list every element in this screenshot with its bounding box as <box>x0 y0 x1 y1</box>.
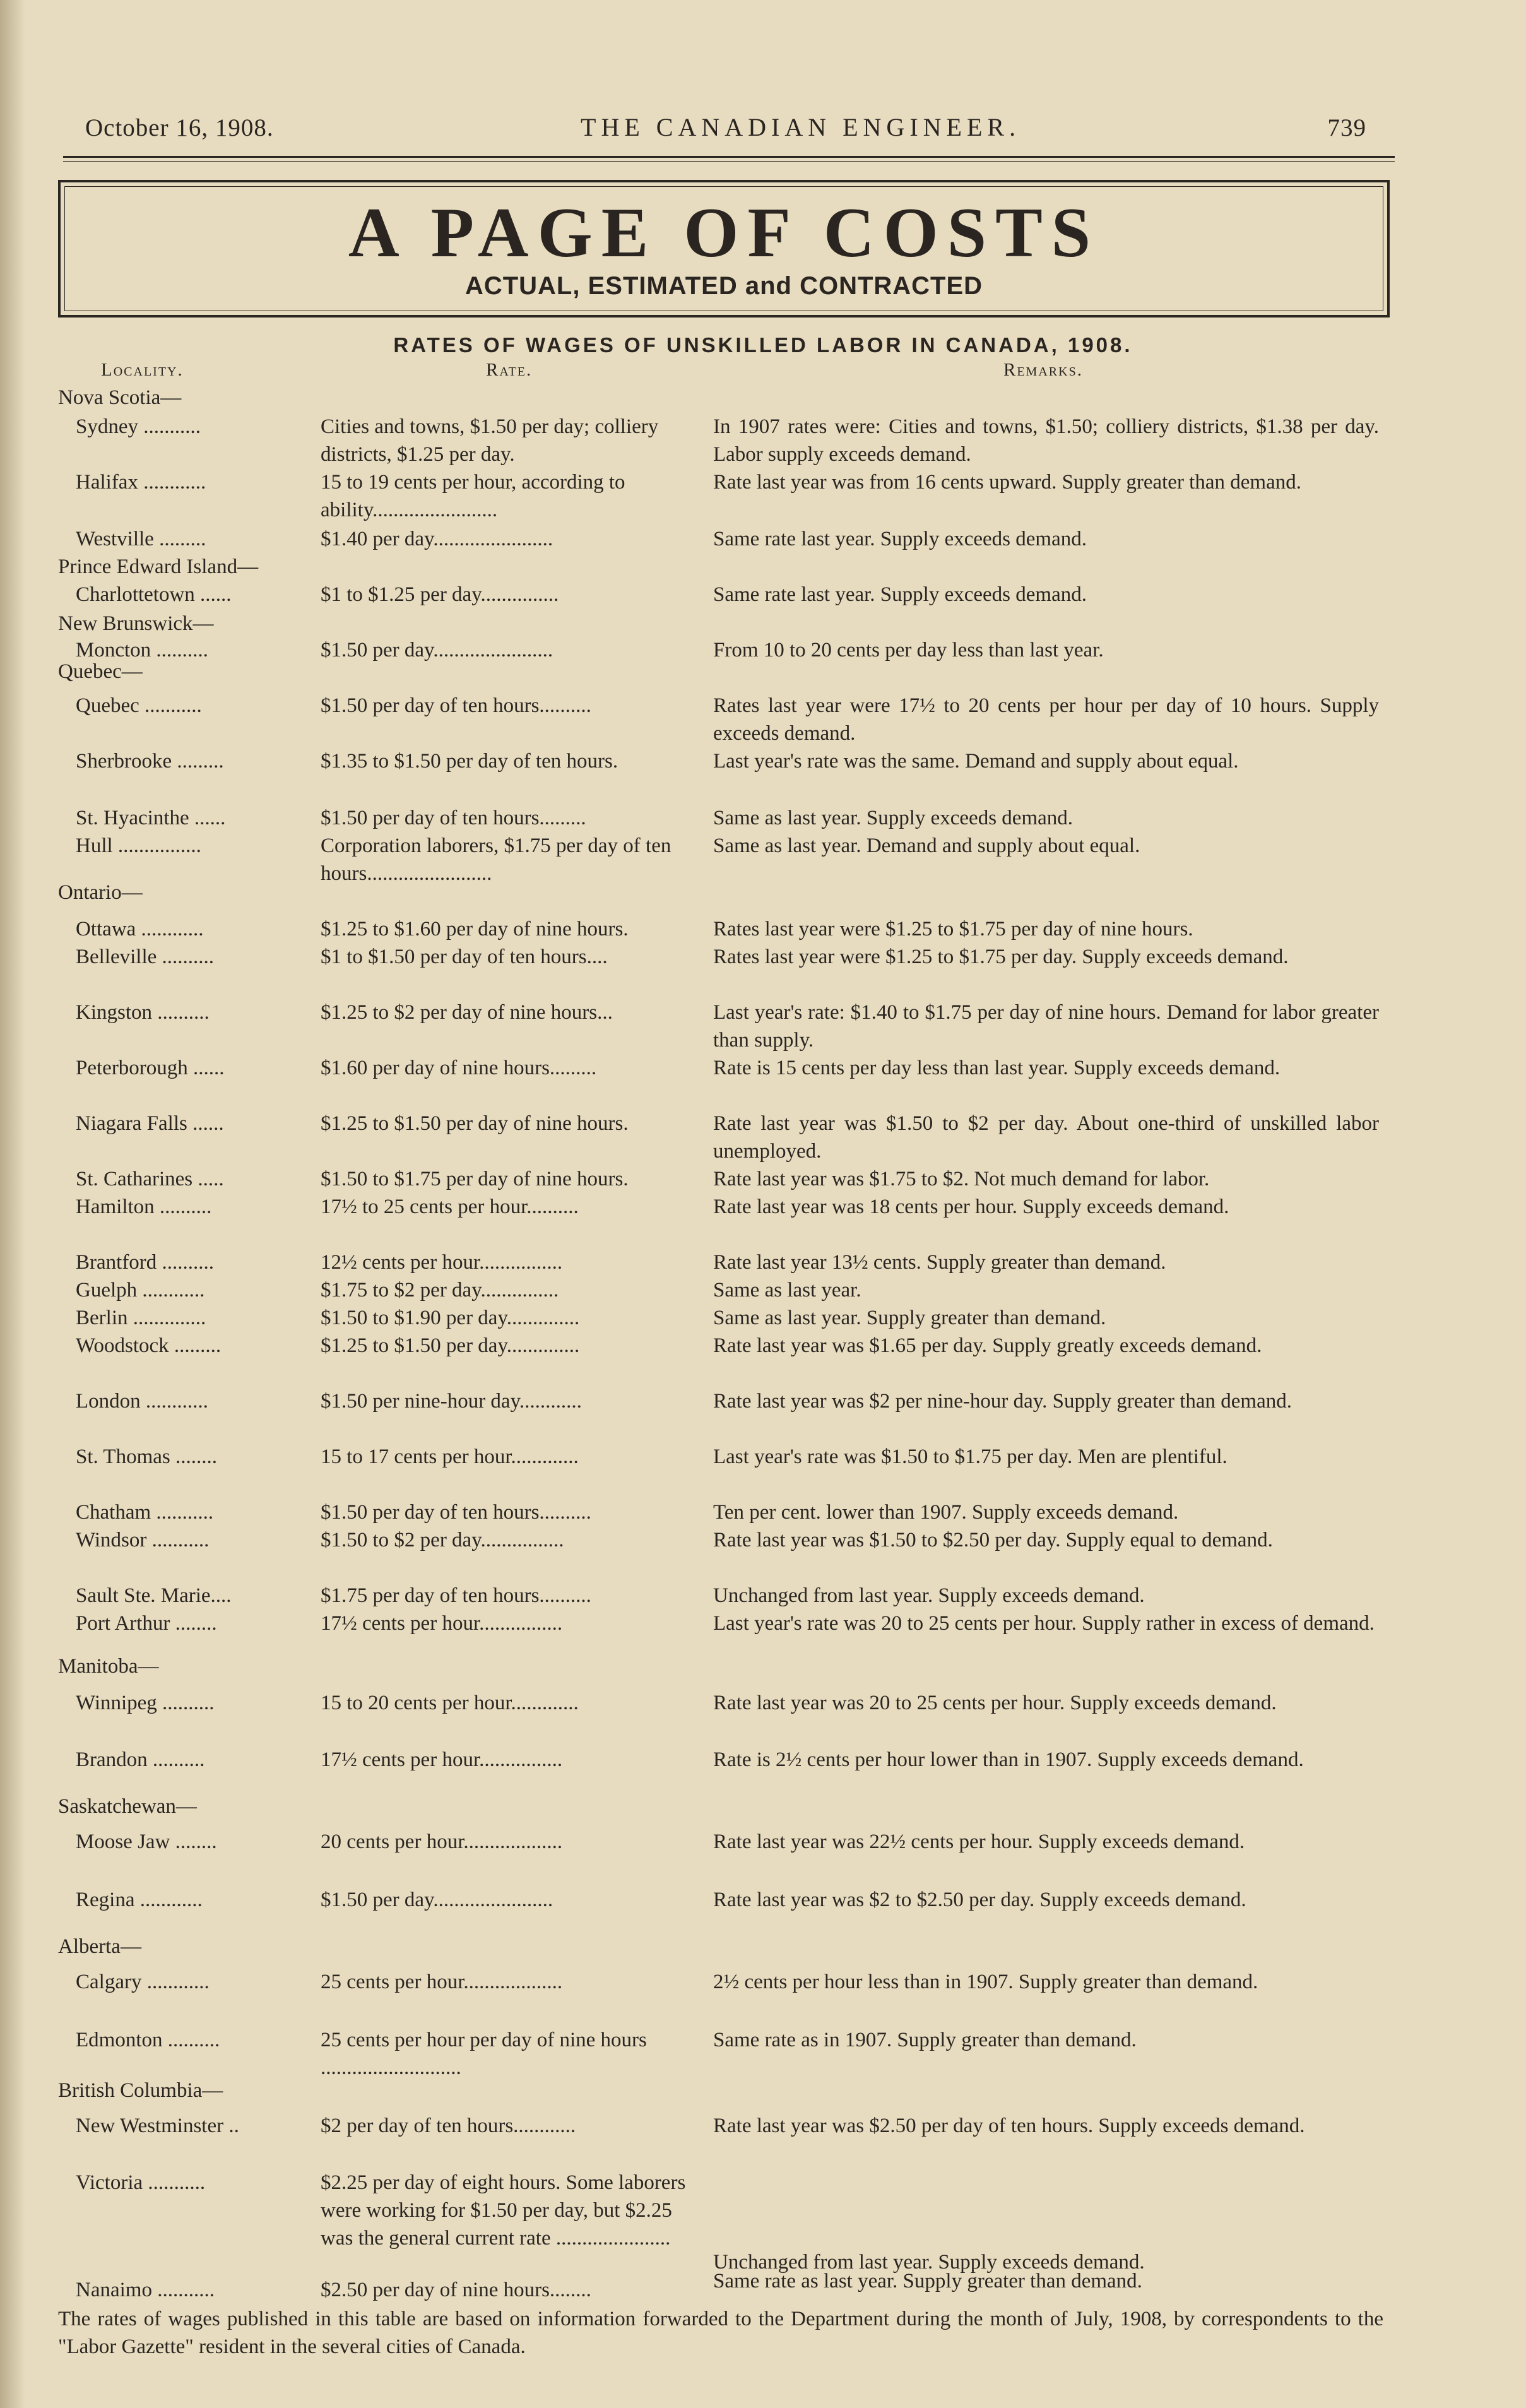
rate-cell: 20 cents per hour................... <box>321 1830 563 1853</box>
rate-cell: $1.75 per day of ten hours.......... <box>321 1584 591 1607</box>
locality-cell: Hamilton .......... <box>76 1195 212 1218</box>
rate-cell: 15 to 20 cents per hour............. <box>321 1692 579 1714</box>
column-header-remarks: Remarks. <box>1003 360 1083 380</box>
region-heading: Saskatchewan— <box>58 1795 197 1818</box>
rate-cell: 25 cents per hour................... <box>321 1971 563 1993</box>
rate-cell: $1.50 per day of ten hours.......... <box>321 1501 591 1524</box>
region-heading: Prince Edward Island— <box>58 555 259 578</box>
locality-cell: Berlin .............. <box>76 1307 206 1329</box>
remarks-cell: Rates last year were $1.25 to $1.75 per day of nine hours. <box>713 918 1193 940</box>
locality-cell: Sault Ste. Marie.... <box>76 1584 232 1607</box>
remarks-cell: From 10 to 20 cents per day less than last year. <box>713 639 1104 661</box>
remarks-cell: Last year's rate was $1.50 to $1.75 per day. Men are plentiful. <box>713 1445 1227 1468</box>
rate-cell: 17½ cents per hour................ <box>321 1748 563 1771</box>
remarks-cell: Rate last year was 22½ cents per hour. Supply exceeds demand. <box>713 1830 1245 1853</box>
locality-cell: Brandon .......... <box>76 1748 205 1771</box>
locality-cell: Hull ................ <box>76 834 201 857</box>
column-header-rate: Rate. <box>486 360 533 380</box>
region-heading: Quebec— <box>58 660 143 683</box>
region-heading: Nova Scotia— <box>58 386 182 409</box>
locality-cell: St. Catharines ..... <box>76 1168 224 1190</box>
remarks-cell: Same rate as in 1907. Supply greater than demand. <box>713 2029 1137 2051</box>
rate-cell: $1.25 to $1.50 per day of nine hours. <box>321 1112 629 1135</box>
remarks-cell: Same rate as last year. Supply greater than demand. <box>713 2270 1142 2292</box>
locality-cell: Halifax ............ <box>76 471 206 494</box>
rate-cell: $1.50 per day of ten hours.......... <box>321 694 591 717</box>
remarks-cell: Rates last year were $1.25 to $1.75 per day. Supply exceeds demand. <box>713 946 1289 968</box>
remarks-cell: Same as last year. Demand and supply about equal. <box>713 834 1140 857</box>
remarks-cell: Rate last year was $1.65 per day. Supply greatly exceeds demand. <box>713 1334 1262 1357</box>
remarks-cell: Rate last year was 18 cents per hour. Supply exceeds demand. <box>713 1195 1229 1218</box>
rate-cell: 25 cents per hour per day of nine hours ........................... <box>321 2029 647 2079</box>
locality-cell: Chatham ........... <box>76 1501 214 1524</box>
region-heading: Ontario— <box>58 881 143 904</box>
locality-cell: London ............ <box>76 1390 208 1413</box>
locality-cell: St. Thomas ........ <box>76 1445 217 1468</box>
remarks-cell: Ten per cent. lower than 1907. Supply exceeds demand. <box>713 1501 1179 1524</box>
locality-cell: Victoria ........... <box>76 2171 206 2194</box>
locality-cell: Niagara Falls ...... <box>76 1112 224 1135</box>
rate-cell: $1.25 to $1.60 per day of nine hours. <box>321 918 629 940</box>
region-heading: Alberta— <box>58 1935 141 1958</box>
rate-cell: $1 to $1.50 per day of ten hours.... <box>321 946 608 968</box>
locality-cell: Edmonton .......... <box>76 2029 220 2051</box>
locality-cell: New Westminster .. <box>76 2114 239 2137</box>
journal-title: THE CANADIAN ENGINEER. <box>581 113 1021 141</box>
rate-cell: Corporation laborers, $1.75 per day of ten hours........................ <box>321 834 671 885</box>
remarks-cell: Last year's rate was 20 to 25 cents per hour. Supply rather in excess of demand. <box>713 1612 1375 1635</box>
rate-cell: 15 to 17 cents per hour............. <box>321 1445 579 1468</box>
locality-cell: Moose Jaw ........ <box>76 1830 217 1853</box>
remarks-cell: Rate last year was $1.50 to $2 per day. About one-third of unskilled labor unemployed. <box>713 1112 1379 1163</box>
locality-cell: Kingston .......... <box>76 1001 210 1024</box>
rate-cell: $1 to $1.25 per day............... <box>321 583 559 606</box>
locality-cell: Guelph ............ <box>76 1279 205 1302</box>
rate-cell: 12½ cents per hour................ <box>321 1251 563 1274</box>
remarks-cell: Same as last year. <box>713 1279 861 1302</box>
column-header-locality: Locality. <box>101 360 184 380</box>
remarks-cell: Rate last year was $2 to $2.50 per day. Supply exceeds demand. <box>713 1889 1246 1911</box>
locality-cell: Woodstock ......... <box>76 1334 222 1357</box>
rate-cell: Cities and towns, $1.50 per day; colliery districts, $1.25 per day. <box>321 415 659 466</box>
locality-cell: Belleville .......... <box>76 946 215 968</box>
rate-cell: $1.35 to $1.50 per day of ten hours. <box>321 750 618 773</box>
rate-cell: 17½ to 25 cents per hour.......... <box>321 1195 579 1218</box>
remarks-cell: Same rate last year. Supply exceeds demand. <box>713 583 1087 606</box>
rate-cell: $1.60 per day of nine hours......... <box>321 1057 597 1079</box>
header-rule-thin <box>63 161 1395 162</box>
section-banner <box>58 180 1390 317</box>
region-heading: British Columbia— <box>58 2079 223 2102</box>
rate-cell: $1.50 to $2 per day................ <box>321 1529 564 1551</box>
page-gutter-shadow <box>0 0 25 2408</box>
rate-cell: $1.50 to $1.90 per day.............. <box>321 1307 580 1329</box>
remarks-cell: Rate last year was 20 to 25 cents per hour. Supply exceeds demand. <box>713 1692 1277 1714</box>
rate-cell: $1.50 per nine-hour day............ <box>321 1390 582 1413</box>
locality-cell: Peterborough ...... <box>76 1057 225 1079</box>
locality-cell: Charlottetown ...... <box>76 583 232 606</box>
rate-cell: $1.25 to $2 per day of nine hours... <box>321 1001 613 1024</box>
remarks-cell: 2½ cents per hour less than in 1907. Supply greater than demand. <box>713 1971 1258 1993</box>
locality-cell: Port Arthur ........ <box>76 1612 217 1635</box>
locality-cell: Quebec ........... <box>76 694 202 717</box>
region-heading: Manitoba— <box>58 1655 159 1678</box>
remarks-cell: Rate last year 13½ cents. Supply greater than demand. <box>713 1251 1166 1274</box>
region-heading: New Brunswick— <box>58 612 214 635</box>
rate-cell: $1.40 per day....................... <box>321 528 553 550</box>
remarks-cell: Unchanged from last year. Supply exceeds demand. <box>713 2251 1145 2274</box>
rate-cell: 17½ cents per hour................ <box>321 1612 563 1635</box>
table-title: RATES OF WAGES OF UNSKILLED LABOR IN CANADA, 1908. <box>393 333 1133 357</box>
remarks-cell: Rate is 15 cents per day less than last year. Supply exceeds demand. <box>713 1057 1281 1079</box>
remarks-cell: Rate last year was $1.50 to $2.50 per day. Supply equal to demand. <box>713 1529 1273 1551</box>
banner-subtitle: ACTUAL, ESTIMATED and CONTRACTED <box>464 272 983 300</box>
remarks-cell: Rate is 2½ cents per hour lower than in 1907. Supply exceeds demand. <box>713 1748 1304 1771</box>
rate-cell: $2 per day of ten hours............ <box>321 2114 576 2137</box>
table-footnote: The rates of wages published in this table are based on information forwarded to the Department during the month of July, 1908, by correspondents to the "Labor Gazette" resident in the several cities of Canada. <box>58 2308 1383 2358</box>
remarks-cell: Rates last year were 17½ to 20 cents per hour per day of 10 hours. Supply exceeds demand. <box>713 694 1379 745</box>
locality-cell: Windsor ........... <box>76 1529 210 1551</box>
issue-date: October 16, 1908. <box>85 114 274 141</box>
remarks-cell: Unchanged from last year. Supply exceeds demand. <box>713 1584 1145 1607</box>
rate-cell: 15 to 19 cents per hour, according to ability........................ <box>321 471 625 521</box>
remarks-cell: In 1907 rates were: Cities and towns, $1.50; colliery districts, $1.38 per day. Labor supply exceeds demand. <box>713 415 1379 466</box>
remarks-cell: Same as last year. Supply exceeds demand. <box>713 807 1074 829</box>
remarks-cell: Rate last year was $2.50 per day of ten hours. Supply exceeds demand. <box>713 2114 1305 2137</box>
rate-cell: $1.50 per day....................... <box>321 1889 553 1911</box>
locality-cell: Sydney ........... <box>76 415 201 438</box>
remarks-cell: Last year's rate: $1.40 to $1.75 per day of nine hours. Demand for labor greater than supply. <box>713 1001 1379 1052</box>
remarks-cell: Rate last year was from 16 cents upward. Supply greater than demand. <box>713 471 1301 494</box>
remarks-cell: Rate last year was $1.75 to $2. Not much demand for labor. <box>713 1168 1210 1190</box>
rate-cell: $1.50 per day of ten hours......... <box>321 807 586 829</box>
rate-cell: $1.75 to $2 per day............... <box>321 1279 559 1302</box>
locality-cell: Winnipeg .......... <box>76 1692 215 1714</box>
locality-cell: Nanaimo ........... <box>76 2279 215 2301</box>
remarks-cell: Last year's rate was the same. Demand and supply about equal. <box>713 750 1239 773</box>
rate-cell: $1.50 per day....................... <box>321 639 553 661</box>
page-number: 739 <box>1327 114 1366 141</box>
rate-cell: $1.50 to $1.75 per day of nine hours. <box>321 1168 629 1190</box>
banner-title: A PAGE OF COSTS <box>348 194 1100 272</box>
remarks-cell: Rate last year was $2 per nine-hour day. Supply greater than demand. <box>713 1390 1292 1413</box>
locality-cell: Calgary ............ <box>76 1971 210 1993</box>
remarks-cell: Same rate last year. Supply exceeds demand. <box>713 528 1087 550</box>
rate-cell: $2.50 per day of nine hours........ <box>321 2279 591 2301</box>
remarks-cell: Same as last year. Supply greater than demand. <box>713 1307 1106 1329</box>
rate-cell: $1.25 to $1.50 per day.............. <box>321 1334 580 1357</box>
header-rule <box>63 156 1395 158</box>
locality-cell: Westville ......... <box>76 528 206 550</box>
locality-cell: Moncton .......... <box>76 639 208 661</box>
locality-cell: Brantford .......... <box>76 1251 215 1274</box>
locality-cell: Regina ............ <box>76 1889 203 1911</box>
running-head <box>85 112 1366 157</box>
locality-cell: Ottawa ............ <box>76 918 204 940</box>
locality-cell: St. Hyacinthe ...... <box>76 807 226 829</box>
locality-cell: Sherbrooke ......... <box>76 750 224 773</box>
rate-cell: $2.25 per day of eight hours. Some laborers were working for $1.50 per day, but $2.25 was the general current rate ...................... <box>321 2171 686 2250</box>
